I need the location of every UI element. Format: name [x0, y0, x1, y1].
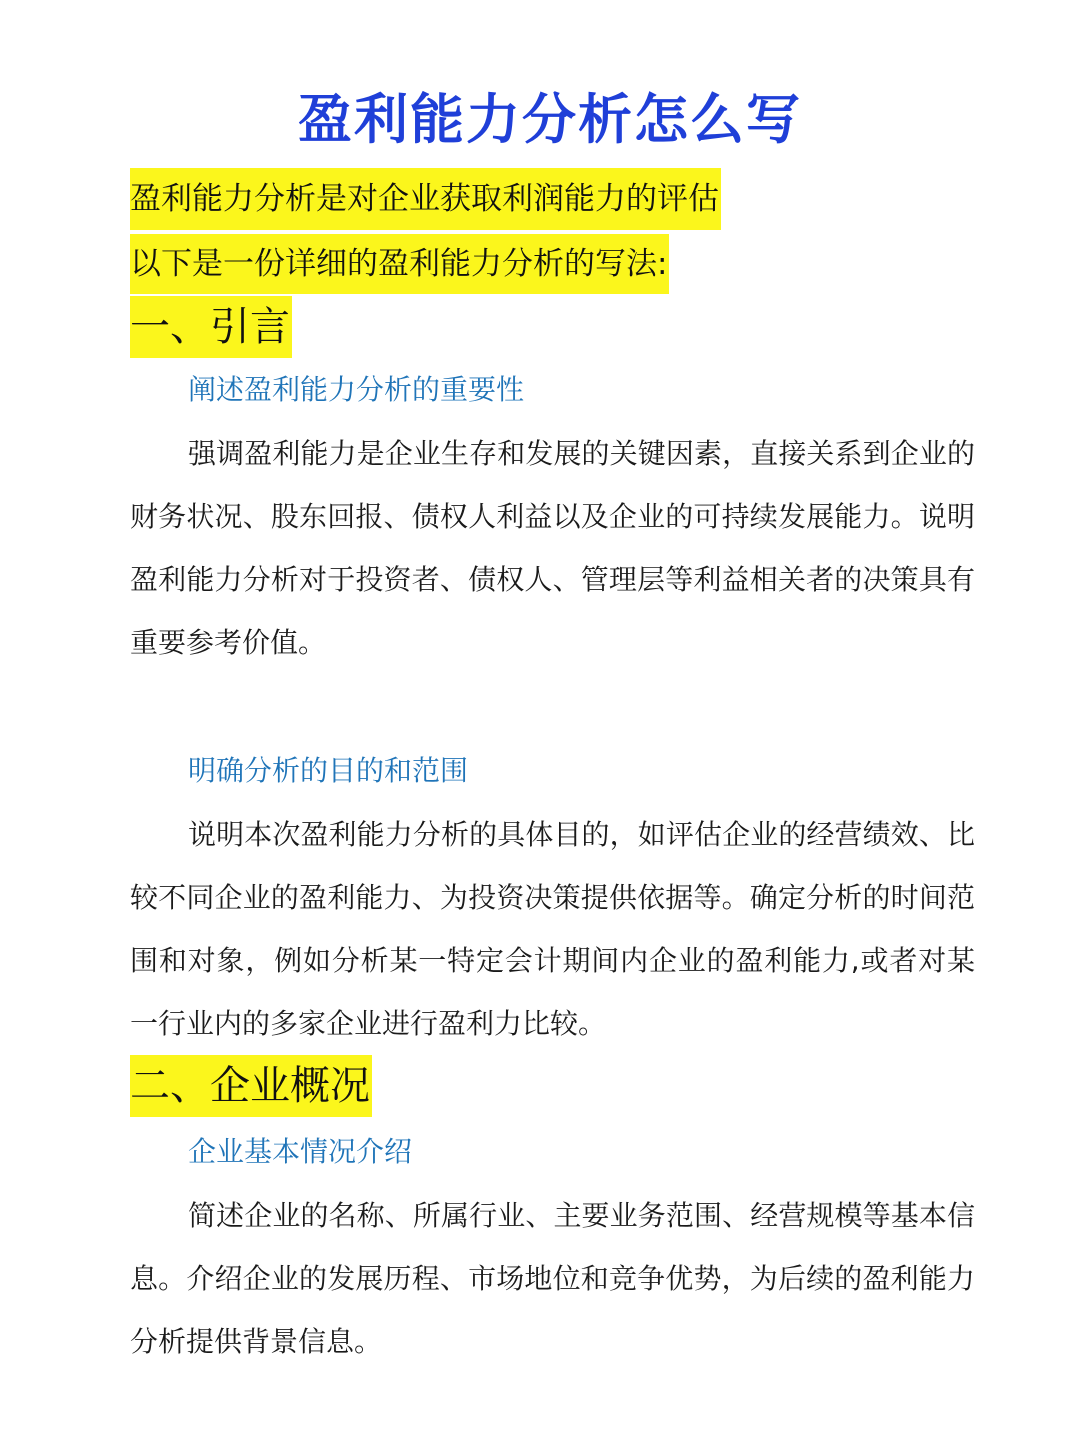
intro-line-2: 以下是一份详细的盈利能力分析的写法:: [130, 234, 669, 294]
page-title: 盈利能力分析怎么写: [298, 88, 802, 151]
paragraph-importance: 强调盈利能力是企业生存和发展的关键因素，直接关系到企业的财务状况、股东回报、债权人利益以及企业的可持续发展能力。说明盈利能力分析对于投资者、债权人、管理层等利益相关者的决策具有重要参考价值。: [130, 437, 975, 659]
subheading-purpose-scope: 明确分析的目的和范围: [188, 754, 469, 787]
paragraph-purpose-scope: 说明本次盈利能力分析的具体目的，如评估企业的经营绩效、比较不同企业的盈利能力、为投资决策提供依据等。确定分析的时间范围和对象，例如分析某一特定会计期间内企业的盈利能力,或者对某一行业内的多家企业进行盈利力比较。: [130, 818, 975, 1040]
subheading-importance: 阐述盈利能力分析的重要性: [188, 373, 525, 406]
section-heading-intro: 一、引言: [130, 296, 292, 358]
paragraph-company-basics: 简述企业的名称、所属行业、主要业务范围、经营规模等基本信息。介绍企业的发展历程、市场地位和竞争优势，为后续的盈利能力分析提供背景信息。: [130, 1199, 975, 1358]
subheading-company-basics: 企业基本情况介绍: [188, 1135, 413, 1168]
section-heading-company-overview: 二、企业概况: [130, 1055, 372, 1117]
intro-line-1: 盈利能力分析是对企业获取利润能力的评估: [130, 168, 721, 230]
